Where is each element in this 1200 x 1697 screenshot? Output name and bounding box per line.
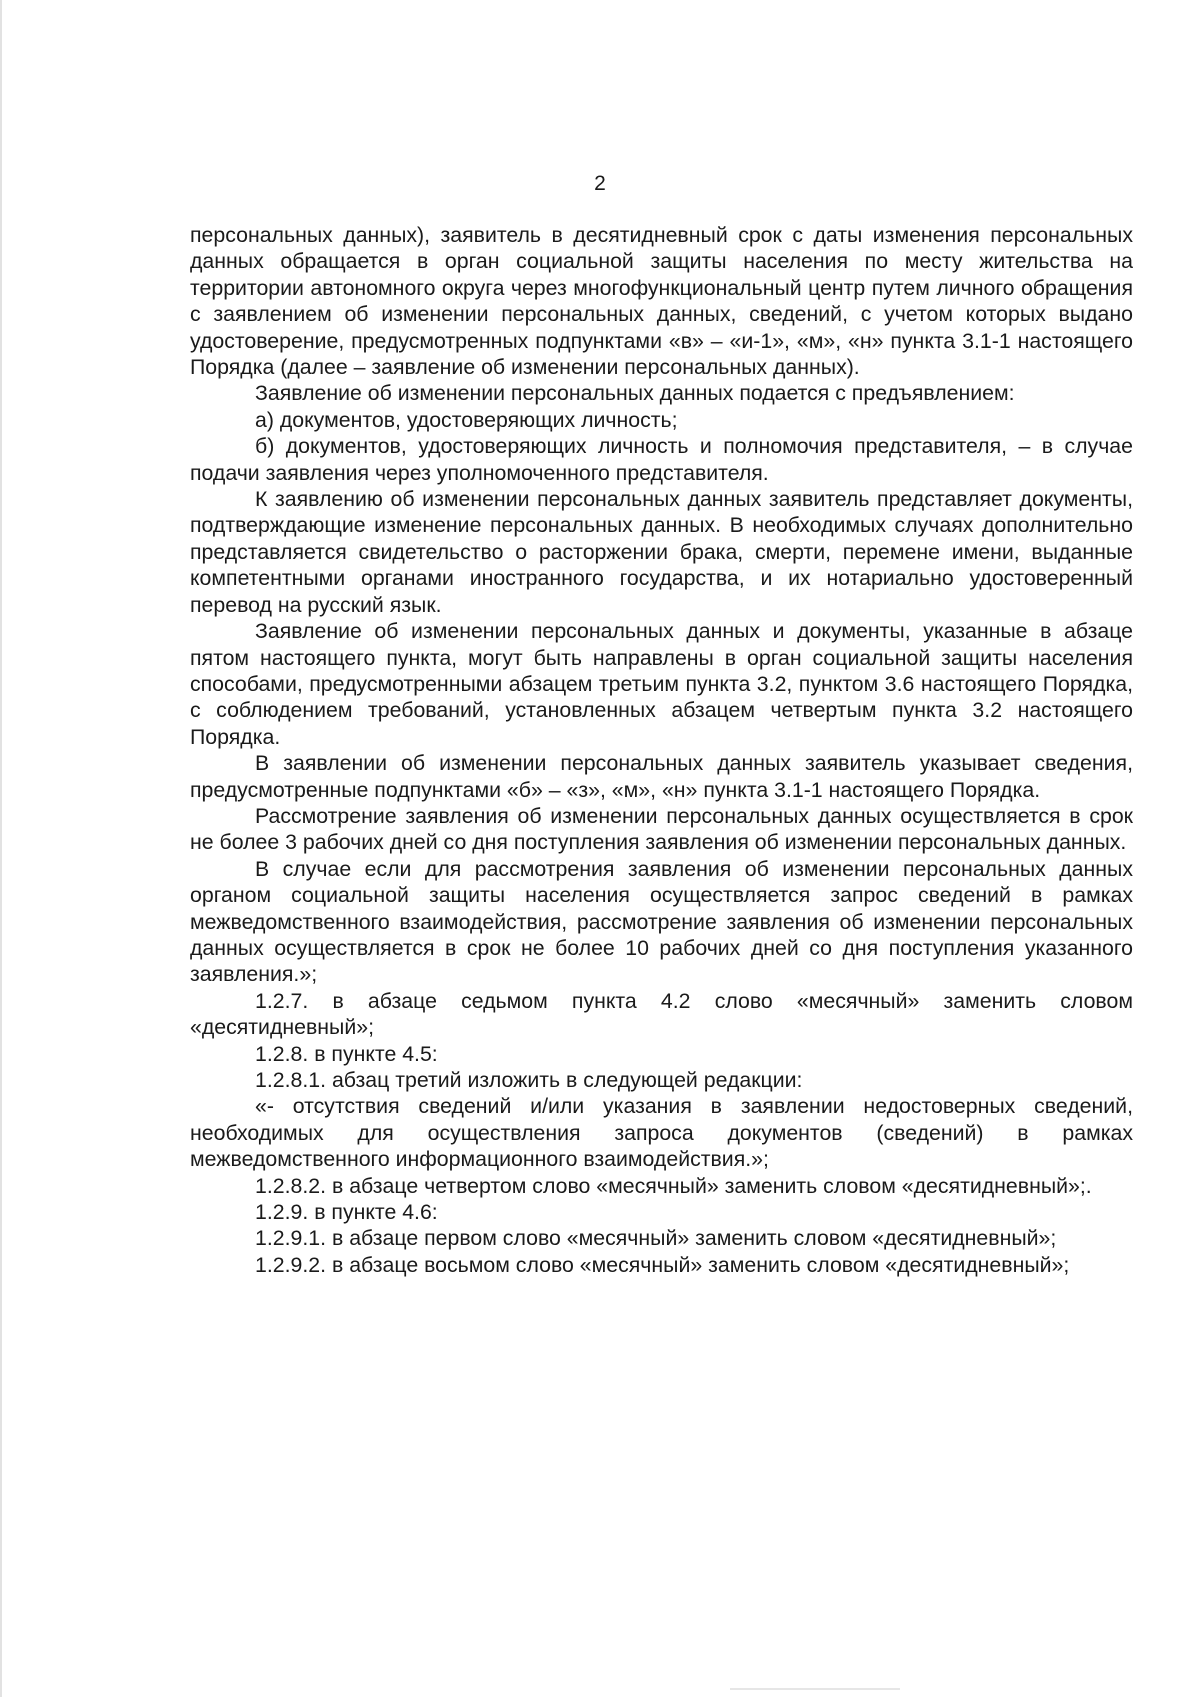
amendment-item: 1.2.9. в пункте 4.6: (255, 1200, 438, 1225)
paragraph: К заявлению об изменении персональных данных заявитель представляет документы, подтверждающие изменение персональных данных. В необходимых случаях дополнительно представляется свидетельство о расторжении брака, смерти, перемене имени, выданные компетентными органами иностранного государства, и их нотариально удостоверенный перевод на русский язык. (190, 487, 1133, 617)
list-item-a: а) документов, удостоверяющих личность; (255, 407, 678, 432)
amendment-item: 1.2.8. в пункте 4.5: (255, 1041, 438, 1066)
scan-edge-mark (0, 0, 2, 1697)
amendment-item: 1.2.8.1. абзац третий изложить в следующей редакции: (255, 1068, 803, 1092)
page-number: 2 (594, 172, 606, 195)
paragraph-continuation: персональных данных), заявитель в десятидневный срок с даты изменения персональных данных обращается в орган социальной защиты населения по месту жительства на территории автономного округа через многофункциональный центр путем личного обращения с заявлением об изменении персональных данных, сведений, с учетом которых выдано удостоверение, предусмотренных подпунктами «в» – «и-1», «м», «н» пункта 3.1-1 настоящего Порядка (далее – заявление об изменении персональных данных). (190, 223, 1133, 380)
scan-edge-mark (730, 1688, 900, 1690)
paragraph: В заявлении об изменении персональных данных заявитель указывает сведения, предусмотренные подпунктами «б» – «з», «м», «н» пункта 3.1-1 настоящего Порядка. (190, 751, 1133, 802)
paragraph: Заявление об изменении персональных данных подается с предъявлением: (255, 381, 1015, 406)
paragraph: Заявление об изменении персональных данных и документы, указанные в абзаце пятом настоящего пункта, могут быть направлены в орган социальной защиты населения способами, предусмотренными абзацем третьим пункта 3.2, пунктом 3.6 настоящего Порядка, с соблюдением требований, установленных абзацем четвертым пункта 3.2 настоящего Порядка. (190, 619, 1133, 749)
list-item-b: б) документов, удостоверяющих личность и полномочия представителя, – в случае подачи заявления через уполномоченного представителя. (190, 434, 1133, 485)
paragraph: В случае если для рассмотрения заявления об изменении персональных данных органом социальной защиты населения осуществляется запрос сведений в рамках межведомственного взаимодействия, рассмотрение заявления об изменении персональных данных осуществляется в срок не более 10 рабочих дней со дня поступления указанного заявления.»; (190, 856, 1133, 987)
amendment-item: 1.2.9.2. в абзаце восьмом слово «месячный» заменить словом «десятидневный»; (255, 1252, 1070, 1277)
amendment-item: 1.2.7. в абзаце седьмом пункта 4.2 слово «месячный» заменить словом «десятидневный»; (190, 988, 1133, 1040)
amendment-item: 1.2.9.1. в абзаце первом слово «месячный» заменить словом «десятидневный»; (255, 1226, 1057, 1251)
document-body (190, 222, 1133, 1278)
paragraph: Рассмотрение заявления об изменении персональных данных осуществляется в срок не более 3 рабочих дней со дня поступления заявления об изменении персональных данных. (190, 803, 1133, 855)
quoted-text: «- отсутствия сведений и/или указания в заявлении недостоверных сведений, необходимых для осуществления запроса документов (сведений) в рамках межведомственного информационного взаимодействия.»; (190, 1094, 1133, 1172)
amendment-item: 1.2.8.2. в абзаце четвертом слово «месячный» заменить словом «десятидневный»;. (255, 1173, 1092, 1198)
